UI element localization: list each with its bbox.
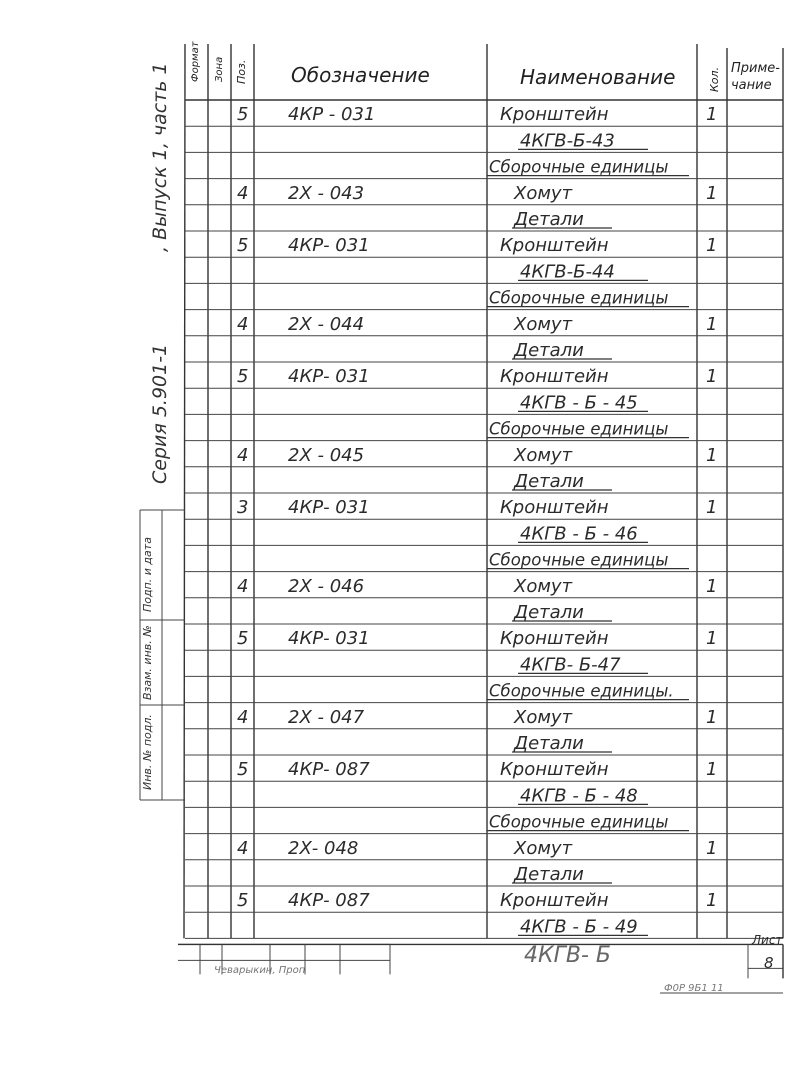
cell-name: Кронштейн xyxy=(500,759,609,781)
header-qty: Кол. xyxy=(708,66,721,92)
margin-series-note: , Выпуск 1, часть 1 xyxy=(149,62,171,252)
cell-designation: 2Х - 047 xyxy=(288,706,365,728)
cell-quantity: 1 xyxy=(706,366,718,388)
cell-name: 4КГВ - Б - 48 xyxy=(520,785,638,807)
table-body xyxy=(237,104,717,937)
cell-quantity: 1 xyxy=(706,759,718,781)
cell-position: 5 xyxy=(237,366,249,388)
cell-section-heading: Сборочные единицы xyxy=(489,550,669,570)
cell-section-heading: Детали xyxy=(514,471,584,492)
table-row xyxy=(512,209,612,230)
table-row xyxy=(518,654,648,675)
column-divider xyxy=(184,44,185,938)
cell-position: 4 xyxy=(237,575,249,597)
table-row xyxy=(512,471,612,492)
table-row xyxy=(237,497,717,518)
cell-section-heading: Сборочные единицы xyxy=(489,812,669,832)
header-zone: Зона xyxy=(214,56,225,82)
footer-small-right: Ф0Р 9Б1 11 xyxy=(664,983,724,994)
cell-position: 5 xyxy=(237,759,249,781)
cell-name: Хомут xyxy=(514,313,573,335)
table-row xyxy=(237,759,717,780)
cell-name: 4КГВ - Б - 45 xyxy=(520,392,638,414)
cell-quantity: 1 xyxy=(706,182,718,204)
cell-name: Хомут xyxy=(514,837,573,859)
table-row xyxy=(237,628,717,649)
header-note-line2: чание xyxy=(731,78,772,93)
cell-position: 5 xyxy=(237,104,249,126)
cell-designation: 4КР - 031 xyxy=(288,104,376,126)
table-row xyxy=(487,420,689,439)
cell-section-heading: Сборочные единицы xyxy=(489,288,669,308)
header-designation: Обозначение xyxy=(291,63,430,87)
cell-name: Хомут xyxy=(514,182,573,204)
stamp-label-sign-date: Подп. и дата xyxy=(141,537,154,612)
cell-position: 4 xyxy=(237,837,249,859)
table-row xyxy=(512,864,612,885)
cell-designation: 4КР- 031 xyxy=(288,366,370,388)
table-row xyxy=(237,104,717,125)
footer-small-left: Чеварыкин, Проп xyxy=(214,965,306,976)
cell-name: Кронштейн xyxy=(500,890,609,912)
table-row xyxy=(237,890,717,911)
cell-name: 4КГВ - Б - 49 xyxy=(520,916,638,938)
cell-name: Кронштейн xyxy=(500,104,609,126)
cell-position: 4 xyxy=(237,313,249,335)
table-row xyxy=(237,707,717,728)
cell-designation: 4КР- 031 xyxy=(288,235,370,257)
table-row xyxy=(237,314,717,335)
table-row xyxy=(518,785,648,806)
header-name: Наименование xyxy=(520,65,676,89)
cell-quantity: 1 xyxy=(706,497,718,519)
title-block xyxy=(214,933,783,994)
approval-stamp-column xyxy=(141,537,154,790)
table-row xyxy=(512,340,612,361)
cell-position: 4 xyxy=(237,706,249,728)
table-header xyxy=(190,40,780,93)
table-row xyxy=(487,813,689,832)
table-row xyxy=(237,183,717,204)
stamp-label-orig-inv: Инв. № подл. xyxy=(141,714,154,790)
header-format: Формат xyxy=(190,41,201,82)
cell-position: 4 xyxy=(237,182,249,204)
cell-name: Кронштейн xyxy=(500,235,609,257)
cell-designation: 2Х - 045 xyxy=(288,444,365,466)
cell-quantity: 1 xyxy=(706,575,718,597)
cell-name: Кронштейн xyxy=(500,497,609,519)
cell-designation: 4КР- 031 xyxy=(288,497,370,519)
cell-position: 5 xyxy=(237,628,249,650)
table-row xyxy=(518,916,648,937)
table-row xyxy=(237,445,717,466)
stamp-label-replace-inv: Взам. инв. № xyxy=(141,625,154,700)
cell-section-heading: Сборочные единицы. xyxy=(489,681,674,701)
cell-designation: 2Х- 048 xyxy=(288,837,359,859)
cell-name: Хомут xyxy=(514,706,573,728)
table-row xyxy=(487,289,689,308)
cell-name: 4КГВ-Б-43 xyxy=(520,130,615,152)
table-row xyxy=(518,130,648,151)
cell-designation: 4КР- 087 xyxy=(288,890,370,912)
table-row xyxy=(487,158,689,177)
cell-section-heading: Детали xyxy=(514,209,584,230)
cell-section-heading: Сборочные единицы xyxy=(489,419,669,439)
table-row xyxy=(512,733,612,754)
cell-name: Кронштейн xyxy=(500,628,609,650)
table-row xyxy=(237,235,717,256)
cell-designation: 2Х - 044 xyxy=(288,313,365,335)
table-row xyxy=(237,576,717,597)
cell-position: 4 xyxy=(237,444,249,466)
cell-name: Хомут xyxy=(514,575,573,597)
cell-quantity: 1 xyxy=(706,235,718,257)
header-pos: Поз. xyxy=(235,59,248,84)
cell-section-heading: Детали xyxy=(514,864,584,885)
cell-position: 3 xyxy=(237,497,249,519)
table-row xyxy=(487,682,689,701)
cell-quantity: 1 xyxy=(706,890,718,912)
cell-section-heading: Детали xyxy=(514,733,584,754)
margin-seria-note: Серия 5.901-1 xyxy=(149,343,171,484)
cell-section-heading: Детали xyxy=(514,602,584,623)
cell-position: 5 xyxy=(237,890,249,912)
footer-sheet-number: 8 xyxy=(764,954,774,972)
cell-section-heading: Детали xyxy=(514,340,584,361)
table-row xyxy=(237,838,717,859)
cell-name: 4КГВ-Б-44 xyxy=(520,261,615,283)
footer-sheet-label: Лист xyxy=(752,933,783,947)
table-row xyxy=(237,366,717,387)
cell-section-heading: Сборочные единицы xyxy=(489,157,669,177)
cell-designation: 2Х - 043 xyxy=(288,182,365,204)
cell-quantity: 1 xyxy=(706,706,718,728)
cell-quantity: 1 xyxy=(706,313,718,335)
footer-document-code: 4КГВ- Б xyxy=(524,943,611,968)
cell-name: 4КГВ- Б-47 xyxy=(520,654,621,676)
table-row xyxy=(518,261,648,282)
cell-name: Кронштейн xyxy=(500,366,609,388)
header-note-line1: Приме- xyxy=(731,61,780,76)
cell-name: 4КГВ - Б - 46 xyxy=(520,523,638,545)
cell-quantity: 1 xyxy=(706,444,718,466)
cell-quantity: 1 xyxy=(706,628,718,650)
table-row xyxy=(518,392,648,413)
cell-quantity: 1 xyxy=(706,837,718,859)
table-row xyxy=(512,602,612,623)
table-row xyxy=(518,523,648,544)
table-row xyxy=(487,551,689,570)
cell-name: Хомут xyxy=(514,444,573,466)
cell-designation: 4КР- 087 xyxy=(288,759,370,781)
cell-designation: 4КР- 031 xyxy=(288,628,370,650)
cell-quantity: 1 xyxy=(706,104,718,126)
cell-position: 5 xyxy=(237,235,249,257)
cell-designation: 2Х - 046 xyxy=(288,575,365,597)
